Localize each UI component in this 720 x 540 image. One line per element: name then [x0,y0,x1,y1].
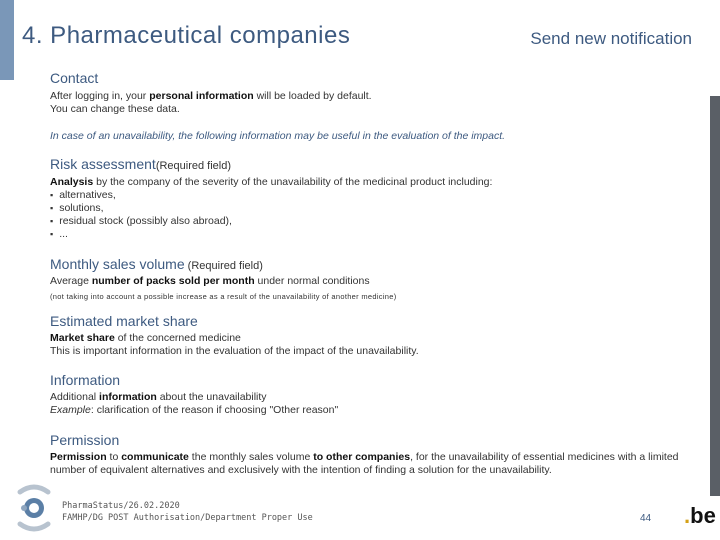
information-text [50,391,338,417]
contact-line1-post: will be loaded by default. [253,90,372,102]
permission-bold2: communicate [121,451,189,463]
risk-heading [50,156,231,172]
footer-line1: PharmaStatus/26.02.2020 [62,501,180,511]
permission-text2: the monthly sales volume [188,451,314,463]
impact-note: In case of an unavailability, the following information may be useful in the evaluation of the impact. [50,130,506,142]
page-number: 44 [640,513,652,524]
left-accent-bar [0,0,14,80]
contact-text [50,90,372,116]
page-subtitle: Send new notification [530,29,692,48]
page-title: 4. Pharmaceutical companies [22,22,351,49]
market-text [50,332,419,358]
contact-heading: Contact [50,70,99,86]
market-line2: This is important information in the evaluation of the impact of the unavailability. [50,345,419,357]
be-logo [684,503,716,529]
market-heading: Estimated market share [50,313,198,329]
footer-line2: FAMHP/DG POST Authorisation/Department Proper Use [62,513,313,523]
permission-text [50,451,680,477]
contact-line1-pre: After logging in, your [50,90,150,102]
famhp-logo-icon [14,484,54,532]
information-line1-post: about the unavailability [156,391,267,403]
list-item: ▪ solutions, [50,202,492,215]
contact-line2: You can change these data. [50,103,180,115]
permission-text1: to [106,451,122,463]
permission-text3: , for the unavailability of essential medicines with a limited number of equivalent alternatives and exclusively with the intention of finding a solution for the unavailability. [50,451,679,476]
information-heading: Information [50,372,121,388]
market-line1-bold: Market share [50,332,115,344]
permission-bold1: Permission [50,451,107,463]
right-scrollbar [710,96,720,496]
risk-text [50,176,492,241]
volume-note: (not taking into account a possible increase as a result of the unavailability of another medicine) [50,292,397,301]
volume-line-post: under normal conditions [254,275,370,287]
list-item: ▪ ... [50,228,492,241]
risk-intro-bold: Analysis [50,176,94,188]
volume-line-bold: number of packs sold per month [91,275,255,287]
volume-text [50,275,370,288]
permission-heading: Permission [50,432,120,448]
volume-line-pre: Average [50,275,92,287]
list-item: ▪ residual stock (possibly also abroad), [50,215,492,228]
volume-heading-label: Monthly sales volume [50,256,185,272]
information-line2-italic: Example [50,404,91,416]
contact-line1-bold: personal information [149,90,254,102]
list-item: ▪ alternatives, [50,189,492,202]
market-line1-post: of the concerned medicine [114,332,241,344]
information-line1-bold: information [99,391,157,403]
risk-heading-label: Risk assessment [50,156,156,172]
footer [62,500,313,524]
risk-intro: by the company of the severity of the unavailability of the medicinal product including: [93,176,493,188]
volume-required-label: (Required field) [184,260,263,272]
information-line2-post: : clarification of the reason if choosing "Other reason" [90,404,339,416]
permission-bold3: to other companies [313,451,411,463]
volume-heading [50,256,263,272]
be-logo-dot: . [684,503,691,528]
information-line1-pre: Additional [50,391,100,403]
be-logo-text: be [690,503,716,528]
risk-required-label: (Required field) [155,160,232,172]
risk-bullet-list [50,189,492,241]
